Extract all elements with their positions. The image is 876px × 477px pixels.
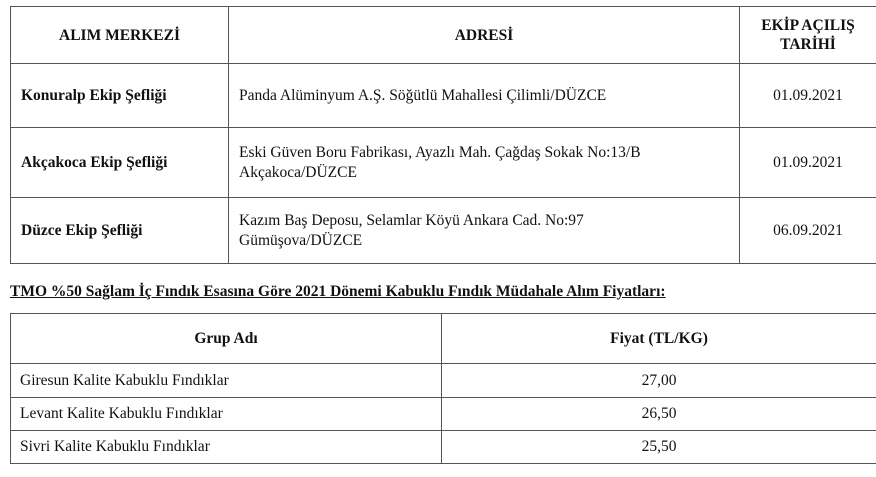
table-row bbox=[11, 198, 876, 264]
table-row bbox=[11, 128, 876, 198]
table-row bbox=[11, 398, 876, 431]
header-opening-date bbox=[740, 7, 876, 64]
table-header-row bbox=[11, 314, 876, 364]
address-line: Kazım Baş Deposu, Selamlar Köyü Ankara Cad. No:97 bbox=[239, 211, 584, 229]
address-line: Akçakoca/DÜZCE bbox=[239, 163, 357, 181]
center-address bbox=[229, 64, 740, 128]
price-value: 26,50 bbox=[442, 398, 876, 431]
header-purchase-center: ALIM MERKEZİ bbox=[11, 7, 229, 64]
price-table-caption: TMO %50 Sağlam İç Fındık Esasına Göre 2021 Dönemi Kabuklu Fındık Müdahale Alım Fiyatları: bbox=[10, 283, 666, 300]
header-address: ADRESİ bbox=[229, 7, 740, 64]
address-line: Eski Güven Boru Fabrikası, Ayazlı Mah. Çağdaş Sokak No:13/B bbox=[239, 143, 641, 161]
table-row bbox=[11, 64, 876, 128]
table-row bbox=[11, 431, 876, 464]
center-address bbox=[229, 198, 740, 264]
price-value: 25,50 bbox=[442, 431, 876, 464]
center-address bbox=[229, 128, 740, 198]
center-name: Akçakoca Ekip Şefliği bbox=[11, 128, 229, 198]
header-price: Fiyat (TL/KG) bbox=[442, 314, 876, 364]
prices-table bbox=[10, 313, 876, 464]
group-name: Sivri Kalite Kabuklu Fındıklar bbox=[11, 431, 442, 464]
price-value: 27,00 bbox=[442, 364, 876, 398]
purchase-centers-table bbox=[10, 6, 876, 264]
group-name: Giresun Kalite Kabuklu Fındıklar bbox=[11, 364, 442, 398]
opening-date: 01.09.2021 bbox=[740, 64, 876, 128]
header-group-name: Grup Adı bbox=[11, 314, 442, 364]
address-line: Gümüşova/DÜZCE bbox=[239, 231, 363, 249]
header-opening-date-line1: EKİP AÇILIŞ bbox=[761, 17, 855, 34]
table-row bbox=[11, 364, 876, 398]
group-name: Levant Kalite Kabuklu Fındıklar bbox=[11, 398, 442, 431]
header-opening-date-line2: TARİHİ bbox=[780, 36, 836, 53]
table-header-row bbox=[11, 7, 876, 64]
center-name: Konuralp Ekip Şefliği bbox=[11, 64, 229, 128]
opening-date: 01.09.2021 bbox=[740, 128, 876, 198]
opening-date: 06.09.2021 bbox=[740, 198, 876, 264]
center-name: Düzce Ekip Şefliği bbox=[11, 198, 229, 264]
address-line: Panda Alüminyum A.Ş. Söğütlü Mahallesi Çilimli/DÜZCE bbox=[239, 86, 607, 104]
